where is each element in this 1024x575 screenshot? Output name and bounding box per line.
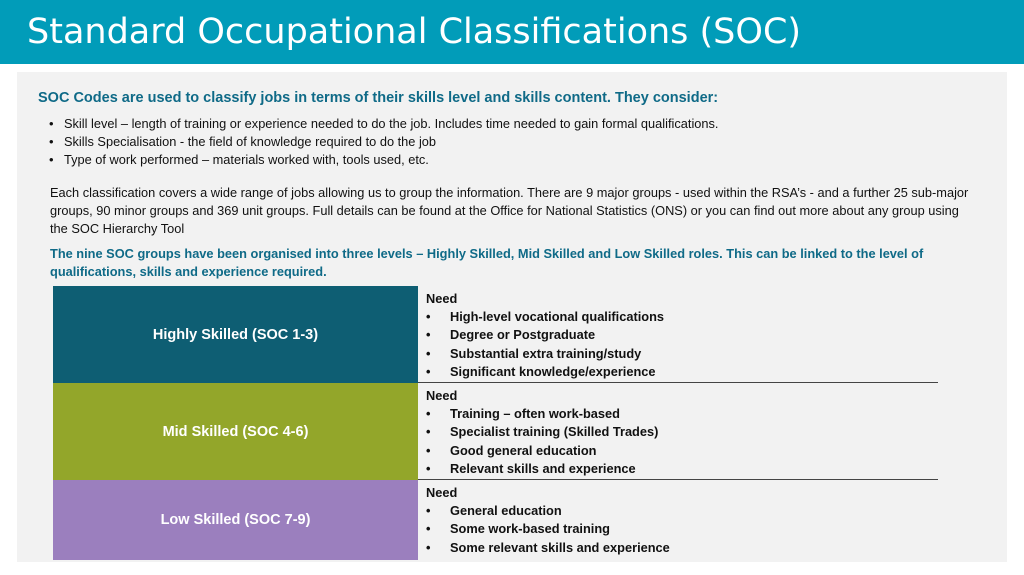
bullet-icon: • [426, 327, 431, 343]
row-divider [418, 382, 938, 383]
highly-skilled-box [53, 286, 418, 383]
list-item [426, 520, 938, 538]
list-item [426, 363, 938, 381]
bullet-icon: • [426, 539, 431, 555]
bullet-icon: • [426, 442, 431, 458]
list-item [426, 405, 938, 423]
intro-heading: SOC Codes are used to classify jobs in terms of their skills level and skills content. They consider: [38, 90, 719, 106]
consideration-text: Type of work performed – materials worked with, tools used, etc. [64, 152, 429, 167]
bullet-icon: • [426, 345, 431, 361]
requirement-text: Relevant skills and experience [450, 460, 636, 476]
skill-level-label: Low Skilled (SOC 7-9) [160, 512, 311, 528]
need-label: Need [426, 485, 458, 500]
requirement-text: Degree or Postgraduate [450, 327, 596, 343]
classification-paragraph: Each classification covers a wide range of jobs allowing us to group the information. There are 9 major groups - used within the RSA’s - and a further 25 sub-major groups, 90 minor groups and 369 unit groups. Full details can be found at the Office for National Statistics (ONS) or you can find out more about any group using the SOC Hierarchy Tool [50, 185, 969, 236]
list-item [48, 133, 718, 151]
list-item [426, 326, 938, 344]
requirement-text: Some work-based training [450, 521, 610, 537]
list-item [48, 151, 718, 169]
requirement-text: High-level vocational qualifications [450, 309, 665, 325]
page-title: Standard Occupational Classifications (SOC) [27, 12, 802, 52]
bullet-icon: • [49, 134, 54, 149]
list-item [426, 345, 938, 363]
row-divider [418, 479, 938, 480]
bullet-icon: • [426, 424, 431, 440]
list-item [426, 423, 938, 441]
consideration-text: Skills Specialisation - the field of knowledge required to do the job [64, 134, 437, 149]
mid-skilled-box [53, 383, 418, 480]
levels-description: The nine SOC groups have been organised into three levels – Highly Skilled, Mid Skilled and Low Skilled roles. This can be linked to the level of qualifications, skills and experience required. [50, 246, 924, 279]
considerations-list [48, 115, 718, 169]
bullet-icon: • [426, 363, 431, 379]
skill-level-label: Highly Skilled (SOC 1-3) [152, 326, 319, 343]
bullet-icon: • [426, 309, 431, 325]
requirement-text: Specialist training (Skilled Trades) [450, 424, 659, 440]
requirement-text: Training – often work-based [450, 406, 620, 422]
bullet-icon: • [426, 503, 431, 519]
need-label: Need [426, 388, 458, 403]
bullet-icon: • [49, 152, 54, 167]
low-skilled-requirements [426, 484, 938, 557]
requirement-text: Good general education [450, 442, 597, 458]
consideration-text: Skill level – length of training or experience needed to do the job. Includes time needed to gain formal qualifications. [64, 116, 719, 131]
bullet-icon: • [426, 521, 431, 537]
list-item [426, 442, 938, 460]
list-item [48, 115, 718, 133]
bullet-icon: • [426, 406, 431, 422]
list-item [426, 460, 938, 478]
list-item [426, 308, 938, 326]
bullet-icon: • [426, 460, 431, 476]
bullet-icon: • [49, 116, 54, 131]
requirement-text: General education [450, 503, 562, 519]
title-bar [0, 0, 1024, 64]
requirement-text: Substantial extra training/study [450, 345, 642, 361]
list-item [426, 539, 938, 557]
requirement-text: Some relevant skills and experience [450, 539, 670, 555]
need-label: Need [426, 291, 458, 306]
highly-skilled-requirements [426, 290, 938, 381]
mid-skilled-requirements [426, 387, 938, 478]
skill-level-label: Mid Skilled (SOC 4-6) [162, 423, 309, 440]
list-item [426, 502, 938, 520]
low-skilled-box [53, 480, 418, 560]
requirement-text: Significant knowledge/experience [450, 363, 656, 379]
